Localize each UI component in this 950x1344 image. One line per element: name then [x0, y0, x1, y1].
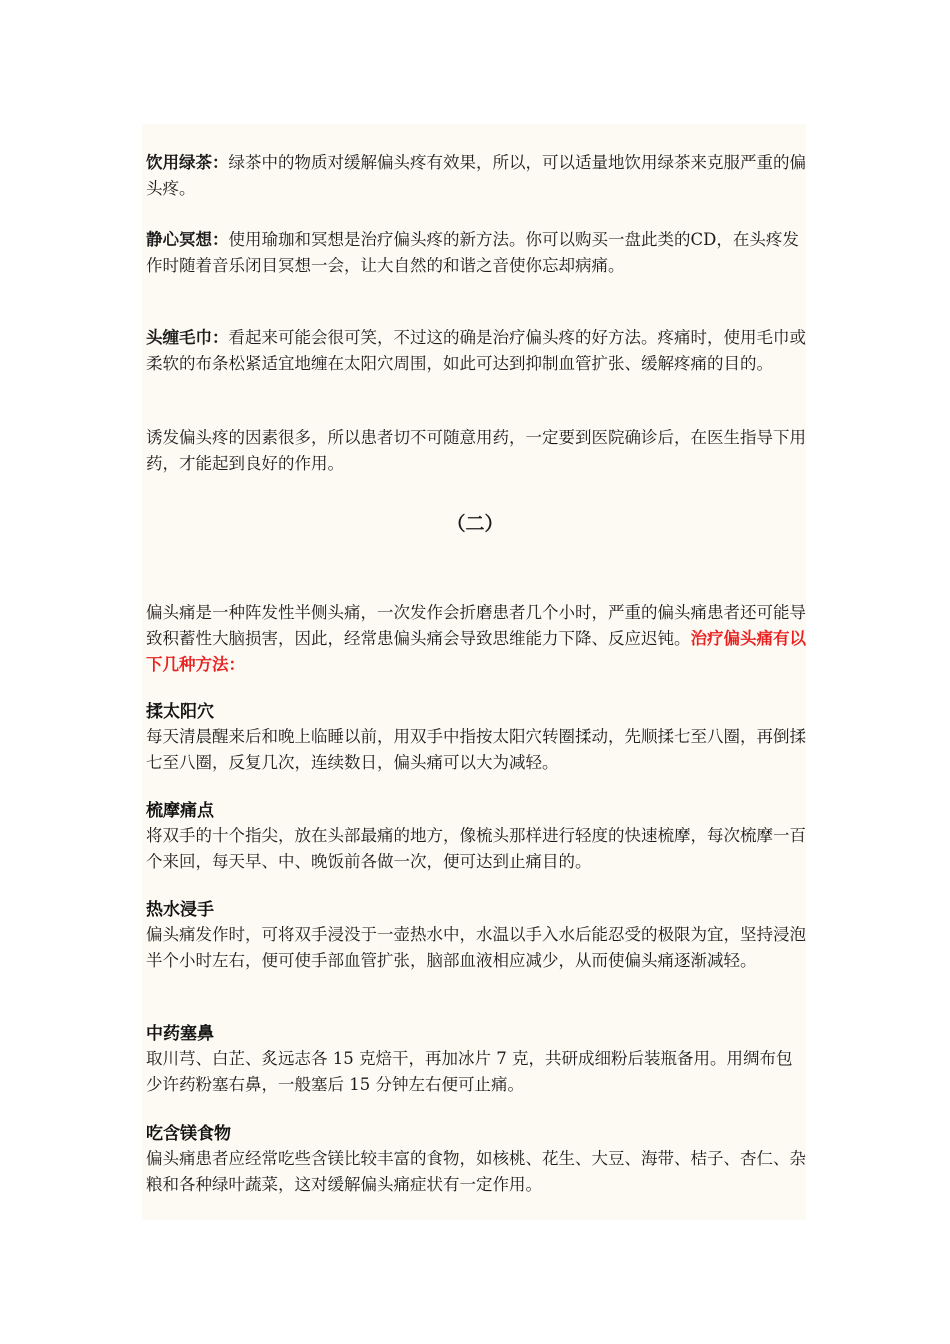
text-towel: 看起来可能会很可笑，不过这的确是治疗偏头疼的好方法。疼痛时，使用毛巾或柔软的布条松紧适宜地缠在太阳穴周围，如此可达到抑制血管扩张、缓解疼痛的目的。	[146, 328, 806, 373]
method-title: 吃含镁食物	[146, 1124, 231, 1144]
method-text: 每天清晨醒来后和晚上临睡以前，用双手中指按太阳穴转圈揉动，先顺揉七至八圈，再倒揉七至八圈，反复几次，连续数日，偏头痛可以大为减轻。	[146, 727, 806, 772]
method-title: 中药塞鼻	[146, 1024, 214, 1044]
method-text: 偏头痛发作时，可将双手浸没于一壶热水中，水温以手入水后能忍受的极限为宜，坚持浸泡半个小时左右，便可使手部血管扩张，脑部血液相应减少，从而使偏头痛逐渐减轻。	[146, 925, 806, 970]
paragraph-intro	[146, 600, 806, 678]
method-title: 揉太阳穴	[146, 702, 214, 722]
paragraph-towel	[146, 325, 806, 377]
section-title: （二）	[446, 513, 504, 535]
paragraph-causes	[146, 425, 806, 477]
method-text: 将双手的十个指尖，放在头部最痛的地方，像梳头那样进行轻度的快速梳摩，每次梳摩一百个来回，每天早、中、晚饭前各做一次，便可达到止痛目的。	[146, 826, 806, 871]
method-text: 偏头痛患者应经常吃些含镁比较丰富的食物，如核桃、花生、大豆、海带、桔子、杏仁、杂粮和各种绿叶蔬菜，这对缓解偏头痛症状有一定作用。	[146, 1149, 806, 1194]
method-title: 热水浸手	[146, 900, 214, 920]
method-title: 梳摩痛点	[146, 801, 214, 821]
text-meditation: 使用瑜珈和冥想是治疗偏头疼的新方法。你可以购买一盘此类的CD，在头疼发作时随着音乐闭目冥想一会，让大自然的和谐之音使你忘却病痛。	[146, 230, 799, 275]
paragraph-green-tea	[146, 150, 806, 202]
method-text: 取川芎、白芷、炙远志各 15 克焙干，再加冰片 7 克，共研成细粉后装瓶备用。用绸布包少许药粉塞右鼻，一般塞后 15 分钟左右便可止痛。	[146, 1049, 793, 1094]
lead-green-tea: 饮用绿茶：	[146, 153, 229, 172]
text-intro: 偏头痛是一种阵发性半侧头痛，一次发作会折磨患者几个小时，严重的偏头痛患者还可能导致积蓄性大脑损害，因此，经常患偏头痛会导致思维能力下降、反应迟钝。	[146, 603, 806, 648]
text-green-tea: 绿茶中的物质对缓解偏头疼有效果，所以，可以适量地饮用绿茶来克服严重的偏头疼。	[146, 153, 806, 198]
text-causes: 诱发偏头疼的因素很多，所以患者切不可随意用药，一定要到医院确诊后，在医生指导下用药，才能起到良好的作用。	[146, 428, 806, 473]
paragraph-meditation	[146, 227, 806, 279]
lead-meditation: 静心冥想：	[146, 230, 229, 249]
lead-towel: 头缠毛巾：	[146, 328, 229, 347]
intro-highlight: 治疗偏头痛有以下几种方法：	[146, 629, 806, 674]
